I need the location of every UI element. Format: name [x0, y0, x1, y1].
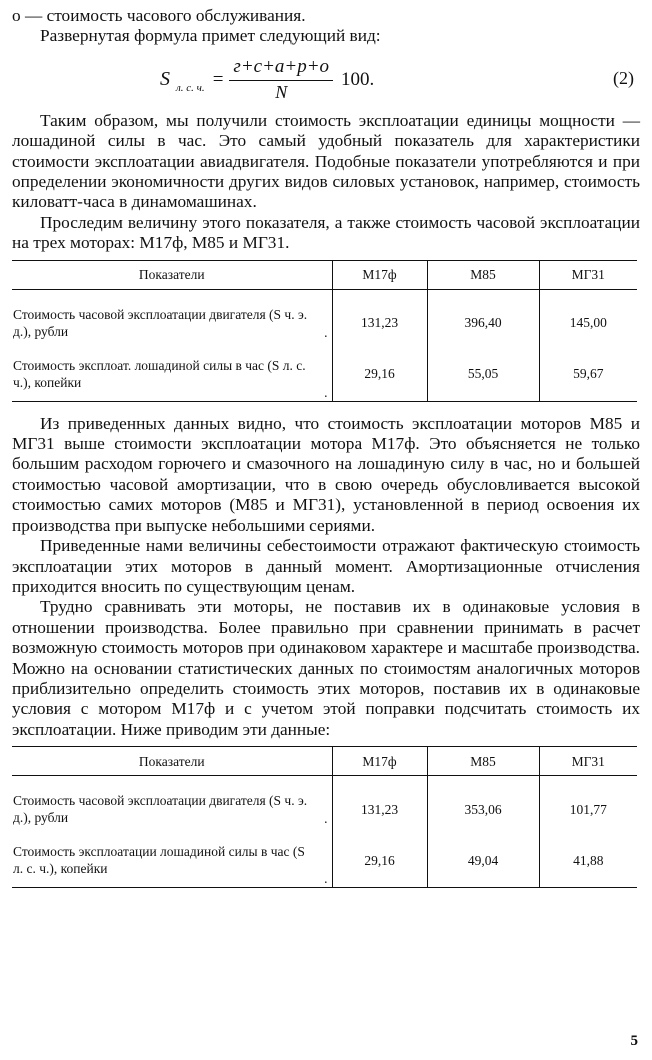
table-adjusted-costs: [12, 746, 637, 888]
row-label: Стоимость эксплоатации лошадиной силы в час (S л. с. ч.), копейки: [13, 844, 305, 877]
cell-value: 353,06: [427, 776, 539, 828]
paragraph-5: Трудно сравнивать эти моторы, не поставив их в одинаковые условия в отношении производства. Более правильно при сравнении принимать в расчет возможную стоимость моторов при одинаковом характере и масштабе производства. Можно на основании статистических данных по стоимостям аналогичных моторов приблизительно определить стоимость этих моторов, поставив их в одинаковые условия с мотором М17ф и с учетом этой поправки подсчитать стоимость их эксплоатации. Ниже приводим эти данные:: [12, 597, 640, 739]
cell-value: 49,04: [427, 827, 539, 888]
table-row: Стоимость эксплоатации лошадиной силы в час (S л. с. ч.), копейки . 29,16 49,04 41,88: [12, 827, 637, 888]
cell-value: 131,23: [332, 776, 427, 828]
header-mg31: МГ31: [539, 260, 637, 289]
cell-value: 29,16: [332, 341, 427, 402]
table-header-row: [12, 260, 637, 289]
header-mg31: МГ31: [539, 747, 637, 776]
paragraph-4: Приведенные нами величины себестоимости отражают фактическую стоимость эксплоатации этих моторов в данный момент. Амортизационные отчисления приходится вносить по существующим ценам.: [12, 536, 640, 596]
table-row: Стоимость часовой эксплоатации двигателя (S ч. э. д.), рубли . 131,23 396,40 145,00: [12, 289, 637, 341]
formula-lead: Развернутая формула примет следующий вид:: [40, 26, 381, 46]
formula-number: (2): [613, 67, 634, 88]
header-m85: М85: [427, 747, 539, 776]
cell-value: 29,16: [332, 827, 427, 888]
cell-value: 145,00: [539, 289, 637, 341]
cell-value: 59,67: [539, 341, 637, 402]
table-current-costs: [12, 260, 637, 402]
header-indicators: Показатели: [12, 747, 332, 776]
row-label: Стоимость часовой эксплоатации двигателя (S ч. э. д.), рубли: [13, 793, 308, 826]
intro-line: o — стоимость часового обслуживания.: [12, 6, 306, 25]
cell-value: 55,05: [427, 341, 539, 402]
document-page: [12, 6, 640, 900]
table-header-row: [12, 747, 637, 776]
paragraph-2: Проследим величину этого показателя, а также стоимость часовой эксплоатации на трех моторах: М17ф, М85 и МГ31.: [12, 212, 640, 253]
formula-block: [12, 51, 640, 109]
paragraph-1: Таким образом, мы получили стоимость эксплоатации единицы мощности — лошадиной силы в час. Это самый удобный показатель для характеристики стоимости эксплоатации авиадвигателя. Подобные показатели употребляются и при определении экономичности других видов силовых установок, например, стоимость киловатт-часа в динамомашинах.: [12, 110, 640, 212]
page-number: 5: [630, 1033, 638, 1049]
header-m17f: М17ф: [332, 747, 427, 776]
formula-lhs-subscript: л. с. ч.: [176, 81, 205, 94]
header-m17f: М17ф: [332, 260, 427, 289]
table-row: Стоимость эксплоат. лошадиной силы в час (S л. с. ч.), копейки . 29,16 55,05 59,67: [12, 341, 637, 402]
formula-equals: =: [212, 68, 224, 90]
paragraph-3: Из приведенных данных видно, что стоимость эксплоатации моторов М85 и МГ31 выше стоимости эксплоатации мотора М17ф. Это объясняется не только большим расходом горючего и смазочного на лошадиную силу в час, но и большей стоимостью часовой амортизации, что в свою очередь обусловливается высокой стоимостью самих моторов (М85 и МГ31), установленной в период освоения их производства при выпуске небольшими сериями.: [12, 413, 640, 535]
cell-value: 131,23: [332, 289, 427, 341]
formula-multiplier: 100.: [341, 68, 375, 90]
row-label: Стоимость часовой эксплоатации двигателя (S ч. э. д.), рубли: [13, 306, 308, 339]
cell-value: 396,40: [427, 289, 539, 341]
formula-fraction: [229, 56, 333, 103]
formula-lhs: S: [160, 68, 170, 91]
formula: [160, 51, 374, 109]
row-label: Стоимость эксплоат. лошадиной силы в час (S л. с. ч.), копейки: [13, 357, 306, 390]
cell-value: 101,77: [539, 776, 637, 828]
table-row: Стоимость часовой эксплоатации двигателя (S ч. э. д.), рубли . 131,23 353,06 101,77: [12, 776, 637, 828]
cell-value: 41,88: [539, 827, 637, 888]
header-indicators: Показатели: [12, 260, 332, 289]
formula-numerator: г+с+а+р+о: [229, 56, 333, 81]
formula-denominator: N: [275, 82, 288, 103]
header-m85: М85: [427, 260, 539, 289]
